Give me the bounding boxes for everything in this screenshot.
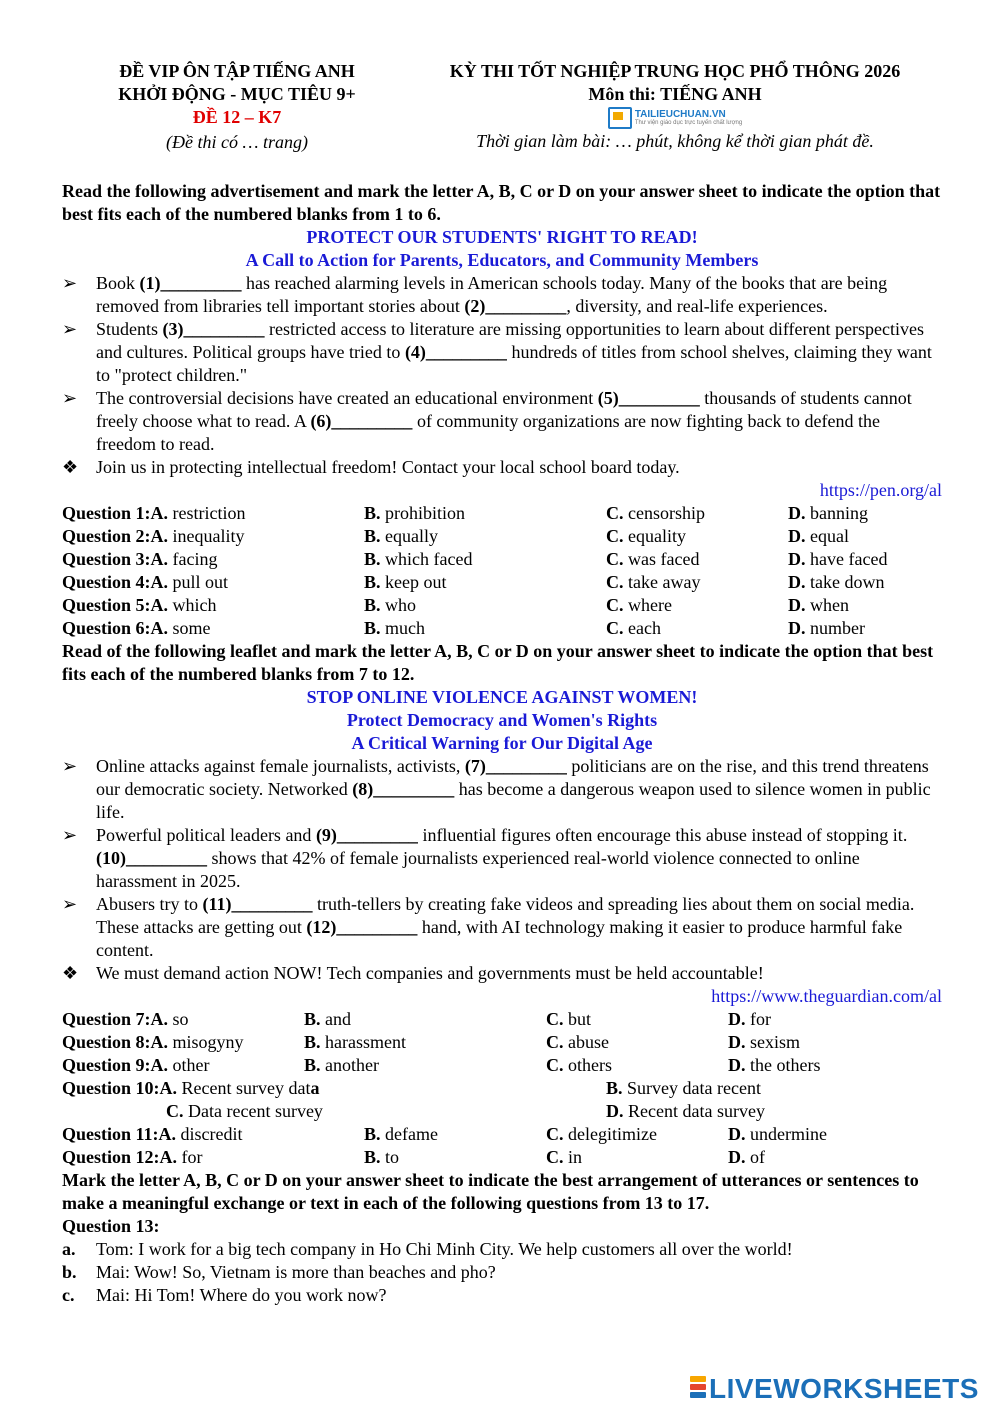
option-c[interactable]: in (568, 1147, 583, 1167)
option-d[interactable]: number (810, 618, 865, 638)
option-d[interactable]: sexism (750, 1032, 801, 1052)
option-b[interactable]: keep out (385, 572, 447, 592)
arrow-bullet-icon: ➢ (62, 388, 78, 408)
liveworksheets-logo (690, 1372, 979, 1404)
section2-subtitle: Protect Democracy and Women's Rights (346, 710, 658, 730)
question-row: Question 1:A. restriction B. prohibition C. censorship D. banning (62, 503, 868, 523)
option-d[interactable]: take down (810, 572, 885, 592)
option-b[interactable]: prohibition (385, 503, 466, 523)
blank-1[interactable]: (1)_________ (139, 273, 242, 293)
list-item: ➢ Book (1)_________ has reached alarming levels in American schools today. Many of the books that are being removed from libraries tell important stories about (2)_________, diversity, and real-life experiences. (62, 273, 888, 316)
list-item: ➢ Powerful political leaders and (9)_________ influential figures often encourage this abuse instead of stopping it. (10)_________ shows that 42% of female journalists experienced real-world violence connected to online harassment in 2025. (62, 825, 908, 891)
section2-subtitle-2: A Critical Warning for Our Digital Age (351, 733, 653, 753)
option-c[interactable]: censorship (628, 503, 705, 523)
section1-questions (62, 502, 942, 640)
list-item: ➢ Students (3)_________ restricted access to literature are missing opportunities to learn about different perspectives and cultures. Political groups have tried to (4)_________ hundreds of titles from school shelves, claiming they want to "protect children." (62, 319, 932, 385)
source-link[interactable]: https://www.theguardian.com/al (711, 986, 942, 1006)
question-row: Question 2:A. inequality B. equally C. equality D. equal (62, 526, 849, 546)
exam-series-title: ĐỀ VIP ÔN TẬP TIẾNG ANH (119, 61, 355, 81)
option-c[interactable]: Data recent survey (188, 1101, 323, 1121)
header-right (410, 60, 940, 153)
option-b[interactable]: and (325, 1009, 352, 1029)
option-b[interactable]: equally (385, 526, 438, 546)
stack-icon (690, 1376, 706, 1400)
exam-title: KỲ THI TỐT NGHIỆP TRUNG HỌC PHỔ THÔNG 2026 (449, 61, 901, 81)
header-left (62, 60, 412, 154)
section1-instruction: Read the following advertisement and mark the letter A, B, C or D on your answer sheet to indicate the option that best fits each of the numbered blanks from 1 to 6. (62, 181, 941, 224)
list-item: ➢ Online attacks against female journalists, activists, (7)_________ politicians are on the rise, and this trend threatens our democratic society. Networked (8)_________ has become a dangerous weapon used to silence women in public life. (62, 756, 931, 822)
option-c[interactable]: take away (628, 572, 701, 592)
list-item: ❖ We must demand action NOW! Tech companies and governments must be held accountable! (62, 963, 764, 983)
list-item: c. Mai: Hi Tom! Where do you work now? (62, 1285, 387, 1305)
list-item: ❖ Join us in protecting intellectual freedom! Contact your local school board today. (62, 457, 680, 477)
logo-subtext: Thư viện giáo dục trực tuyến chất lượng (634, 120, 743, 126)
exam-code: ĐỀ 12 – K7 (192, 107, 282, 127)
arrow-bullet-icon: ➢ (62, 273, 78, 293)
option-c[interactable]: delegitimize (568, 1124, 657, 1144)
section1-subtitle: A Call to Action for Parents, Educators, and Community Members (245, 250, 759, 270)
diamond-bullet-icon: ❖ (62, 963, 79, 983)
option-c[interactable]: equality (628, 526, 686, 546)
blank-3[interactable]: (3)_________ (162, 319, 265, 339)
question-10-row-2: C. Data recent survey D. Recent data survey (166, 1101, 765, 1121)
option-d[interactable]: banning (810, 503, 868, 523)
time-note: Thời gian làm bài: … phút, không kể thời gian phát đề. (476, 131, 874, 151)
page-count-note: (Đề thi có … trang) (166, 132, 308, 152)
question-row: Question 9:A. other B. another C. others D. the others (62, 1055, 821, 1075)
question-13-label: Question 13: (62, 1216, 160, 1236)
list-item: ➢ The controversial decisions have created an educational environment (5)_________ thousands of students cannot freely choose what to read. A (6)_________ of community organizations are now fighting back to defend the freedom to read. (62, 388, 912, 454)
option-b[interactable]: Survey data recent (627, 1078, 761, 1098)
option-b[interactable]: much (385, 618, 426, 638)
logo-text: TAILIEUCHUAN.VN (634, 109, 726, 120)
blank-6[interactable]: (6)_________ (310, 411, 413, 431)
option-d[interactable]: Recent data survey (628, 1101, 765, 1121)
exam-subject: Môn thi: TIẾNG ANH (588, 84, 762, 104)
option-a[interactable]: inequality (172, 526, 245, 546)
option-b[interactable]: another (325, 1055, 379, 1075)
option-a[interactable]: facing (172, 549, 218, 569)
option-a[interactable]: for (181, 1147, 203, 1167)
option-d[interactable]: undermine (750, 1124, 827, 1144)
section2-instruction: Read of the following leaflet and mark the letter A, B, C or D on your answer sheet to indicate the option that best fits each of the numbered blanks from 7 to 12. (62, 641, 934, 684)
option-b[interactable]: to (385, 1147, 400, 1167)
option-c[interactable]: each (628, 618, 661, 638)
question-row: Question 7:A. so B. and C. but D. for (62, 1009, 771, 1029)
section2-questions-a (62, 1008, 942, 1077)
question-row: Question 11:A. discredit B. defame C. delegitimize D. undermine (62, 1124, 827, 1144)
option-a[interactable]: pull out (172, 572, 229, 592)
section2-title: STOP ONLINE VIOLENCE AGAINST WOMEN! (306, 687, 698, 707)
book-icon (608, 107, 632, 129)
blank-7[interactable]: (7)_________ (464, 756, 567, 776)
option-c[interactable]: was faced (628, 549, 700, 569)
blank-10[interactable]: (10)_________ (96, 848, 207, 868)
option-a[interactable]: misogyny (172, 1032, 244, 1052)
question-row: Question 12:A. for B. to C. in D. of (62, 1147, 765, 1167)
option-a[interactable]: some (172, 618, 211, 638)
option-a[interactable]: Recent survey dat (181, 1078, 311, 1098)
exam-series-subtitle: KHỞI ĐỘNG - MỤC TIÊU 9+ (118, 84, 356, 104)
blank-2[interactable]: (2)_________ (464, 296, 567, 316)
source-link[interactable]: https://pen.org/al (819, 480, 942, 500)
option-b[interactable]: which faced (385, 549, 473, 569)
question-10: Question 10:A. Recent survey data B. Survey data recent (62, 1078, 761, 1098)
arrow-bullet-icon: ➢ (62, 319, 78, 339)
option-d[interactable]: the others (750, 1055, 821, 1075)
question-row: Question 6:A. some B. much C. each D. number (62, 618, 865, 638)
list-item: a. Tom: I work for a big tech company in Ho Chi Minh City. We help customers all over the world! (62, 1239, 793, 1259)
question-row: Question 8:A. misogyny B. harassment C. abuse D. sexism (62, 1032, 801, 1052)
section3-instruction: Mark the letter A, B, C or D on your answer sheet to indicate the best arrangement of utterances or sentences to make a meaningful exchange or text in each of the following questions from 13 to 17. (62, 1170, 919, 1213)
option-c[interactable]: others (568, 1055, 612, 1075)
section1-title: PROTECT OUR STUDENTS' RIGHT TO READ! (306, 227, 698, 247)
option-d[interactable]: have faced (810, 549, 888, 569)
blank-11[interactable]: (11)_________ (202, 894, 313, 914)
option-c[interactable]: where (628, 595, 672, 615)
question-row: Question 4:A. pull out B. keep out C. take away D. take down (62, 572, 885, 592)
blank-5[interactable]: (5)_________ (597, 388, 700, 408)
list-item: b. Mai: Wow! So, Vietnam is more than beaches and pho? (62, 1262, 496, 1282)
arrow-bullet-icon: ➢ (62, 756, 78, 776)
brand-name: LIVEWORKSHEETS (709, 1372, 979, 1404)
arrow-bullet-icon: ➢ (62, 825, 78, 845)
blank-8[interactable]: (8)_________ (352, 779, 455, 799)
blank-12[interactable]: (12)_________ (306, 917, 418, 937)
option-d[interactable]: for (750, 1009, 771, 1029)
option-b[interactable]: who (385, 595, 417, 615)
option-d[interactable]: when (810, 595, 849, 615)
arrow-bullet-icon: ➢ (62, 894, 78, 914)
option-d[interactable]: of (750, 1147, 765, 1167)
exam-body (62, 180, 942, 1307)
option-a[interactable]: restriction (172, 503, 246, 523)
question-row: Question 3:A. facing B. which faced C. was faced D. have faced (62, 549, 888, 569)
option-d[interactable]: equal (810, 526, 849, 546)
blank-4[interactable]: (4)_________ (404, 342, 507, 362)
blank-9[interactable]: (9)_________ (315, 825, 418, 845)
option-a[interactable]: which (172, 595, 217, 615)
option-b[interactable]: defame (385, 1124, 438, 1144)
list-item: ➢ Abusers try to (11)_________ truth-tellers by creating fake videos and spreading lies about them on social media. These attacks are getting out (12)_________ hand, with AI technology making it easier to produce harmful fake content. (62, 894, 915, 960)
option-a[interactable]: so (172, 1009, 189, 1029)
diamond-bullet-icon: ❖ (62, 457, 79, 477)
question-13-items (62, 1238, 942, 1307)
option-c[interactable]: but (568, 1009, 592, 1029)
question-row: Question 5:A. which B. who C. where D. when (62, 595, 849, 615)
option-c[interactable]: abuse (568, 1032, 609, 1052)
option-a[interactable]: other (172, 1055, 210, 1075)
option-b[interactable]: harassment (325, 1032, 406, 1052)
option-a[interactable]: discredit (180, 1124, 243, 1144)
tailieuchuan-logo (410, 106, 940, 130)
section2-questions-b (62, 1123, 942, 1169)
